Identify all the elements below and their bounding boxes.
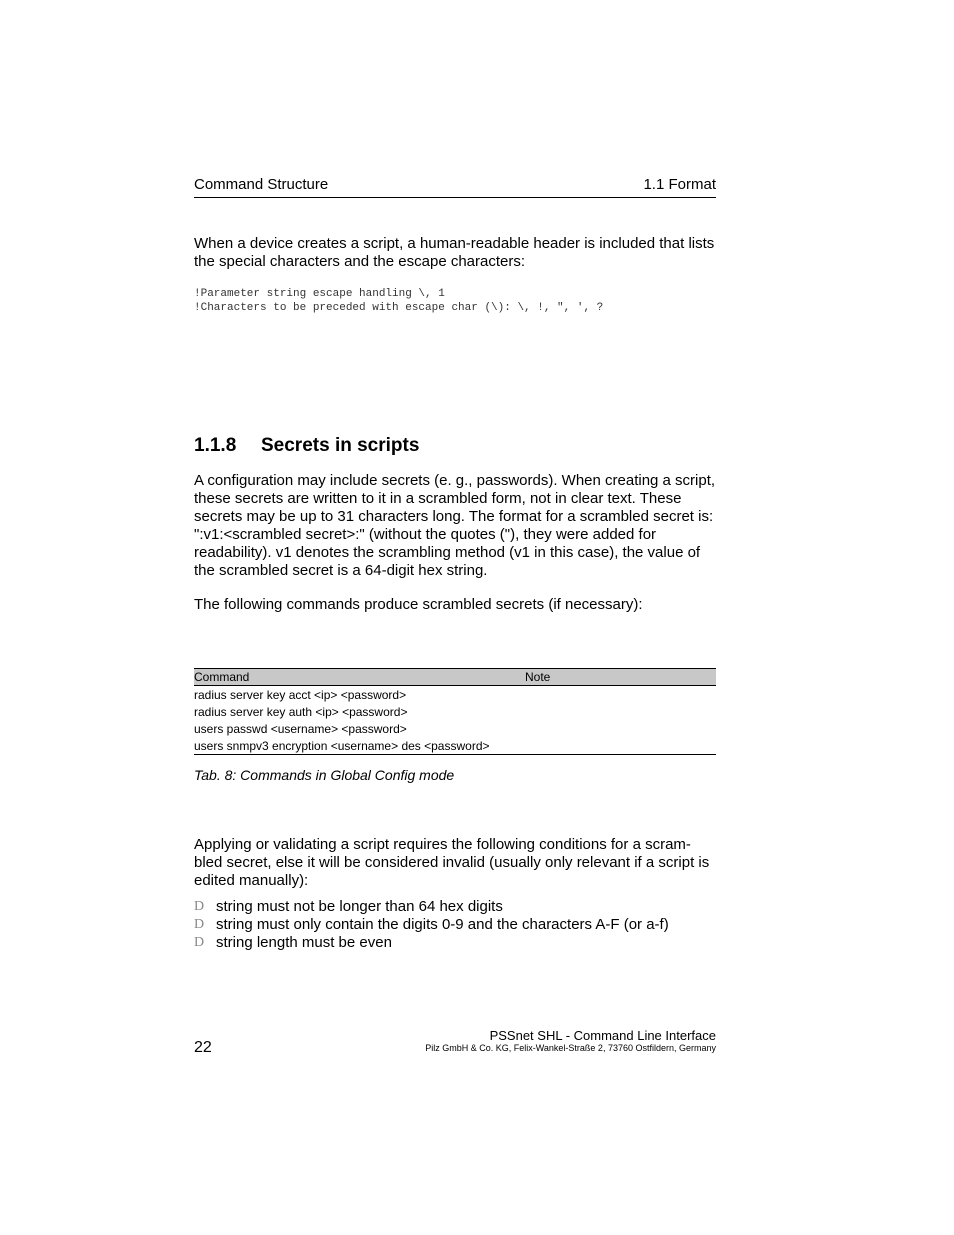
note-cell	[525, 720, 716, 737]
conditions-paragraph: Applying or validating a script requires the following conditions for a scram-bled secret, else it will be considered invalid (usually only relevant if a script is edited manually):	[194, 836, 710, 889]
bullet-icon: D	[194, 917, 205, 932]
note-cell	[525, 737, 716, 755]
section-title: Secrets in scripts	[261, 435, 420, 456]
bullet-icon: D	[194, 935, 205, 950]
header-divider	[194, 197, 716, 198]
command-cell: radius server key auth <ip> <password>	[194, 704, 408, 719]
table-caption: Tab. 8: Commands in Global Config mode	[194, 767, 455, 783]
command-cell: radius server key acct <ip> <password>	[194, 687, 407, 702]
code-line-1: !Parameter string escape handling \, 1	[194, 288, 445, 300]
conditions-list	[194, 898, 716, 952]
footer-address: Pilz GmbH & Co. KG, Felix-Wankel-Straße 2, 73760 Ostfildern, Germany	[425, 1043, 716, 1053]
page-number: 22	[194, 1039, 212, 1056]
bullet-icon: D	[194, 899, 205, 914]
commands-table	[194, 668, 716, 755]
condition-text: string must not be longer than 64 hex digits	[216, 898, 503, 915]
list-item	[194, 898, 716, 916]
section-heading	[194, 435, 419, 457]
commands-intro: The following commands produce scrambled secrets (if necessary):	[194, 596, 643, 613]
footer-doc-title: PSSnet SHL - Command Line Interface	[489, 1028, 716, 1043]
note-cell	[525, 703, 716, 720]
code-line-2: !Characters to be preceded with escape char (\): \, !, ", ', ?	[194, 302, 604, 314]
command-cell: users snmpv3 encryption <username> des <password>	[194, 737, 525, 755]
intro-paragraph: When a device creates a script, a human-readable header is included that lists the special characters and the escape characters:	[194, 235, 715, 270]
section-number: 1.1.8	[194, 435, 237, 456]
column-header-command: Command	[194, 669, 525, 686]
command-cell: users passwd <username> <password>	[194, 721, 407, 736]
table-row	[194, 720, 716, 737]
condition-text: string must only contain the digits 0-9 and the characters A-F (or a-f)	[216, 916, 669, 933]
table-header-row	[194, 669, 716, 686]
list-item	[194, 916, 716, 934]
table-row	[194, 686, 716, 704]
running-header-chapter: Command Structure	[194, 176, 329, 193]
condition-text: string length must be even	[216, 934, 392, 951]
table-row	[194, 737, 716, 755]
column-header-note: Note	[525, 669, 716, 686]
table-row	[194, 703, 716, 720]
running-header-section: 1.1 Format	[643, 176, 716, 193]
note-cell	[525, 686, 716, 704]
secrets-paragraph: A configuration may include secrets (e. g., passwords). When creating a script, these secrets are written to it in a scrambled form, not in clear text. These secrets may be up to 31 characters long. The format for a scrambled secret is: ":v1:<scrambled secret>:" (without the quotes ("), they were added for readability). v1 denotes the scrambling method (v1 in this case), the value of the scrambled secret is a 64-digit hex string.	[194, 472, 716, 579]
list-item	[194, 934, 716, 952]
